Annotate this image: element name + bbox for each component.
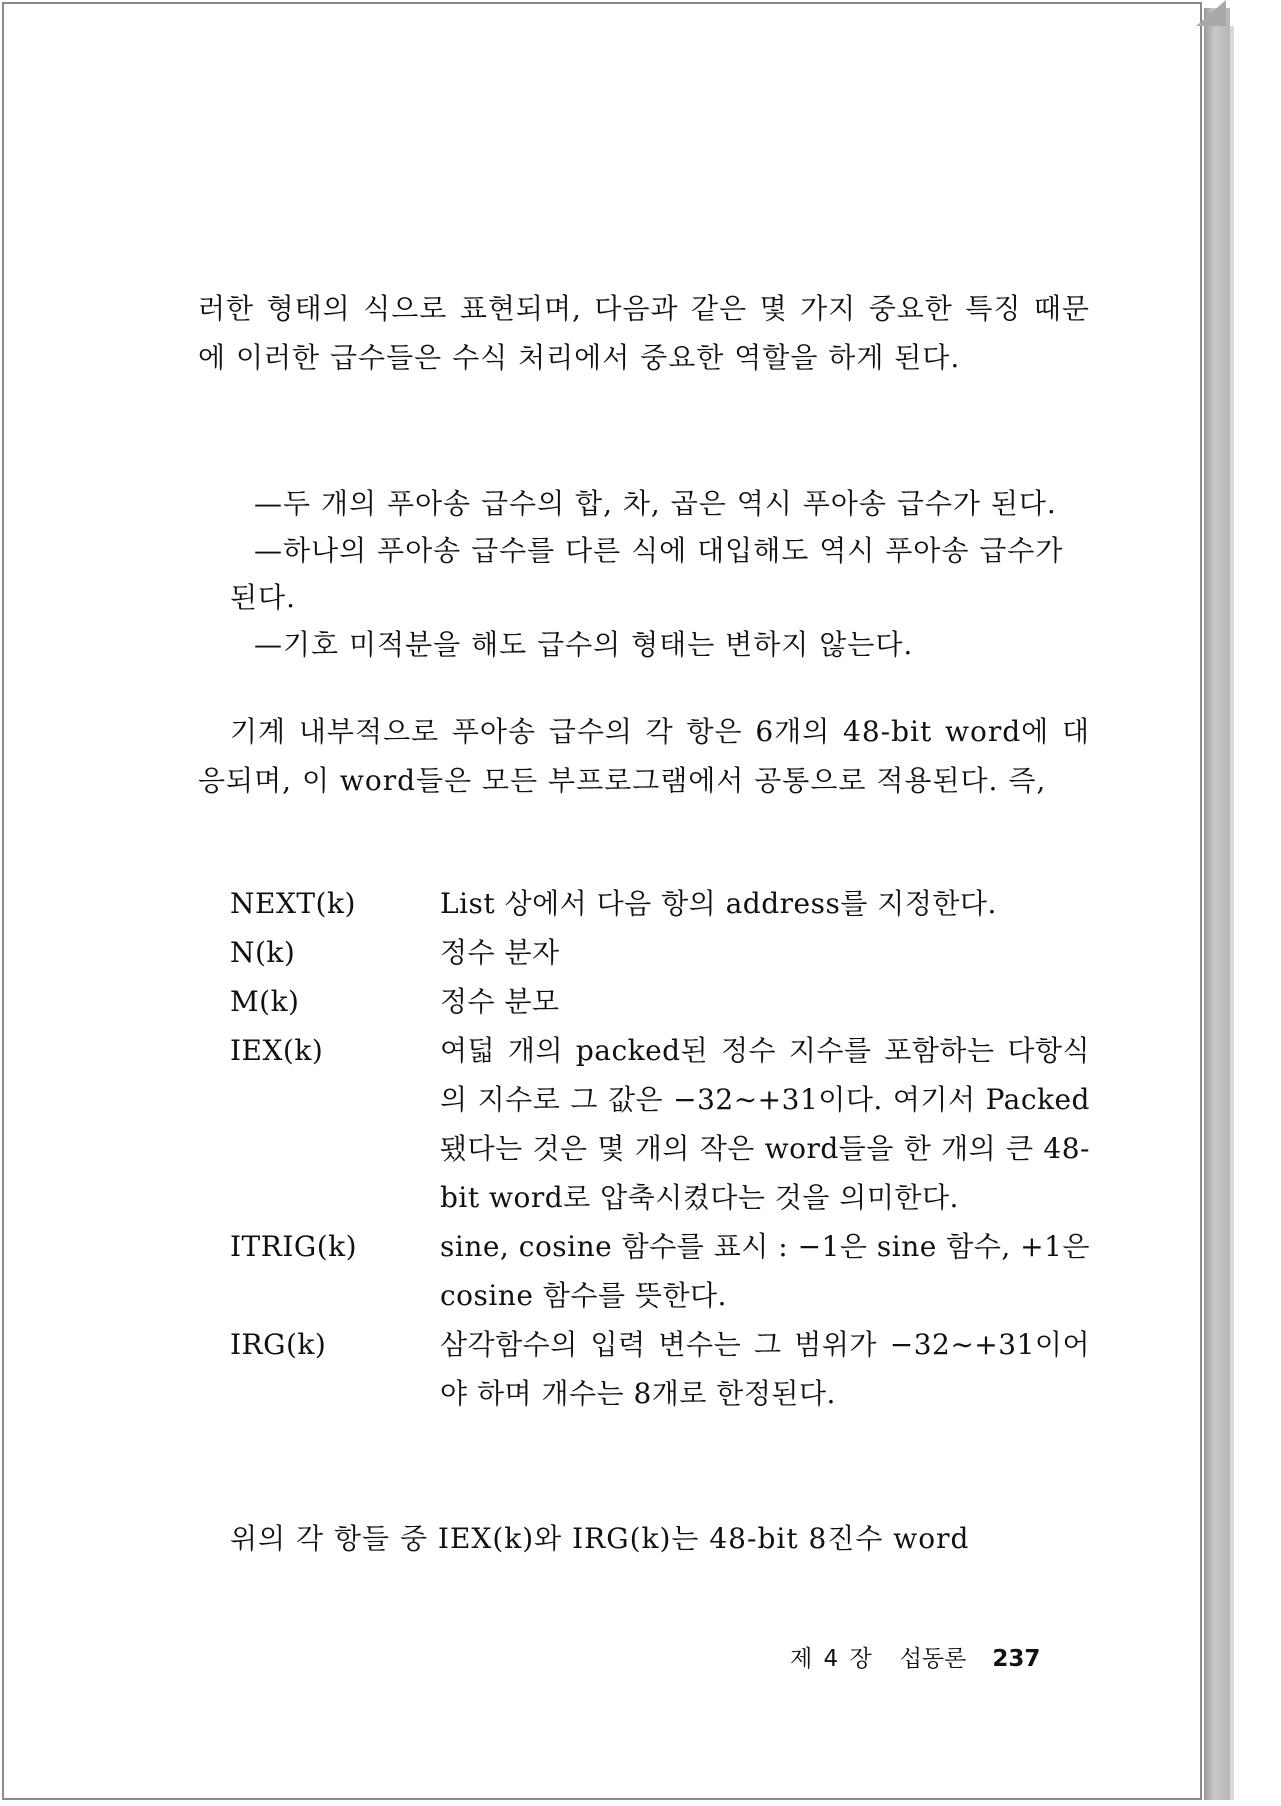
definition-description: 삼각함수의 입력 변수는 그 범위가 −32∼+31이어야 하며 개수는 8개로 한정된다. (440, 1328, 1090, 1410)
definition-row (230, 977, 1090, 1026)
book-spine-highlight (1230, 26, 1234, 1800)
definition-description: 정수 분모 (440, 985, 560, 1018)
book-spine-cap (1196, 0, 1226, 26)
page-footer (790, 1640, 1090, 1673)
definition-term: N(k) (230, 936, 296, 969)
chapter-label: 제 4 장 (790, 1646, 874, 1672)
definition-row (230, 928, 1090, 977)
definition-term: IRG(k) (230, 1328, 327, 1361)
page-number: 237 (992, 1646, 1041, 1672)
definition-term: ITRIG(k) (230, 1230, 358, 1263)
definition-row (230, 1320, 1090, 1418)
book-spine-edge (1204, 8, 1230, 1800)
definition-list (230, 879, 1090, 1418)
definition-term: IEX(k) (230, 1034, 324, 1067)
definition-description: sine, cosine 함수를 표시 : −1은 sine 함수, +1은 cosine 함수를 뜻한다. (440, 1230, 1090, 1312)
definition-description: List 상에서 다음 항의 address를 지정한다. (440, 887, 997, 920)
definition-row (230, 1222, 1090, 1320)
paragraph-1: 러한 형태의 식으로 표현되며, 다음과 같은 몇 가지 중요한 특징 때문에 이러한 급수들은 수식 처리에서 중요한 역할을 하게 된다. (198, 292, 1090, 374)
definition-description: 정수 분자 (440, 936, 560, 969)
paragraph-3: 위의 각 항들 중 IEX(k)와 IRG(k)는 48-bit 8진수 word (230, 1522, 970, 1555)
bullet-list (230, 480, 1090, 668)
definition-description: 여덟 개의 packed된 정수 지수를 포함하는 다항식의 지수로 그 값은 −32∼+31이다. 여기서 Packed 됐다는 것은 몇 개의 작은 word들을 한 개의 큰 48-bit word로 압축시켰다는 것을 의미한다. (440, 1034, 1090, 1214)
bullet-item: —기호 미적분을 해도 급수의 형태는 변하지 않는다. (254, 628, 914, 661)
bullet-item: —두 개의 푸아송 급수의 합, 차, 곱은 역시 푸아송 급수가 된다. (254, 487, 1057, 520)
definition-term: NEXT(k) (230, 887, 356, 920)
bullet-item: —하나의 푸아송 급수를 다른 식에 대입해도 역시 푸아송 급수가 된다. (230, 534, 1064, 614)
paragraph-2: 기계 내부적으로 푸아송 급수의 각 항은 6개의 48-bit word에 대응되며, 이 word들은 모든 부프로그램에서 공통으로 적용된다. 즉, (198, 715, 1090, 797)
definition-row (230, 879, 1090, 928)
definition-term: M(k) (230, 985, 300, 1018)
definition-row (230, 1026, 1090, 1222)
chapter-title: 섭동론 (899, 1646, 967, 1672)
